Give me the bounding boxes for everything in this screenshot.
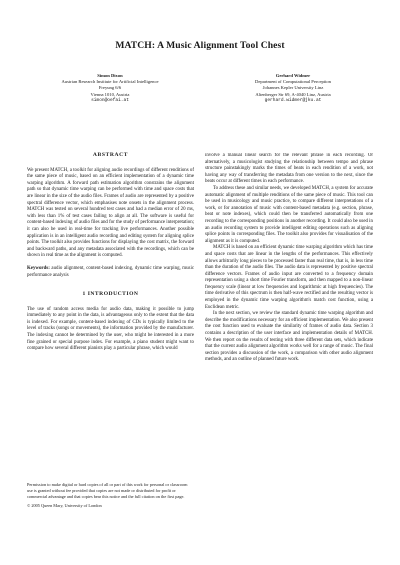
right-column — [205, 153, 373, 548]
abstract-heading: ABSTRACT — [92, 152, 129, 158]
keywords-label: Keywords: — [27, 265, 50, 271]
paper-title: MATCH: A Music Alignment Tool Chest — [115, 40, 285, 51]
author-name: Gerhard Widmer — [275, 73, 311, 78]
author-street: Freyung 6/6 — [98, 85, 122, 91]
author-affiliation: Department of Computational Perception — [255, 79, 331, 85]
keywords — [27, 266, 194, 279]
introduction-heading: 1 INTRODUCTION — [82, 291, 139, 298]
body-paragraph: MATCH is based on an efficient dynamic time warping algorithm which has time and space costs that are linear in the lengths of the performances. This effectively allows arbitrarily long pieces to be processed faster than real time, that is, in less time than the duration of the audio files. The audio data is represented by positive spectral difference vectors. Frames of audio input are converted to a frequency domain representation using a short time Fourier transform, and then mapped to a non-linear frequency scale (linear at low frequencies and logarithmic at high frequencies). The time derivative of this spectrum is then half-wave rectified and the resulting vector is employed in the dynamic time warping algorithm's match cost function, using a Euclidean metric. — [205, 245, 373, 310]
author-street: Johannes Kepler University Linz — [262, 85, 324, 91]
author-block-dixon — [20, 73, 200, 104]
body-paragraph: involve a manual linear search for the relevant phrase in each recording. Or alternatively, a musicologist studying the relationship between tempo and phrase structure painstakingly marks the times of beats in each rendition of a work, not having any way of transferring the metadata from one version to the next, since the beats occur at different times in each performance. — [205, 153, 373, 185]
author-name: Simon Dixon — [97, 73, 123, 78]
author-email[interactable]: gerhard.widmer@jku.at — [264, 97, 322, 103]
abstract-text: We present MATCH, a toolkit for aligning audio recordings of different renditions of the same piece of music, based on an efficient implementation of a dynamic time warping algorithm. A forward path estimation algorithm constrains the alignment path so that dynamic time warping can be performed with time and space costs that are linear in the size of the audio files. Frames of audio are represented by a positive spectral difference vector, which emphasises note onsets in the alignment process. MATCH was tested on several hundred test cases and had a median error of 20 ms, with less than 1% of test cases failing to align at all. The software is useful for content-based indexing of audio files and for the study of performance interpretation; it can also be used in real-time for tracking live performances. Another possible application is in an intelligent audio recording and editing system for aligning splice points. The toolkit also provides functions for displaying the cost matrix, the forward and backward paths, and any metadata associated with the recordings, which can be shown in real time as the alignment is computed. — [27, 167, 194, 259]
permission-notice: Permission to make digital or hard copies of all or part of this work for personal or classroom use is granted without fee provided that copies are not made or distributed for profit or commercial advantage and that copies bear this notice and the full citation on the first page. — [27, 482, 188, 499]
author-block-widmer — [203, 73, 383, 104]
footnote — [27, 482, 194, 509]
author-affiliation: Austrian Research Institute for Artificial Intelligence — [61, 79, 159, 85]
copyright-notice: © 2005 Queen Mary, University of London — [27, 502, 102, 508]
author-city: Altenberger Str 69, A-4040 Linz, Austria — [255, 91, 331, 97]
author-email[interactable]: simon@oefai.at — [91, 97, 129, 103]
author-city: Vienna 1010, Austria — [90, 91, 130, 97]
introduction-paragraph: The use of random access media for audio data, making it possible to jump immediately to any point in the data, is advantageous only to the extent that the data is indexed. For example, content-based indexing of CDs is typically limited to the level of tracks (songs or movements), the information provided by the manufacturer. The indexing cannot be determined by the user, who might be interested in a more fine grained or special purpose index. For example, a piano student might want to compare how several different pianists play a particular phrase, which would — [27, 306, 194, 352]
body-paragraph: To address these and similar needs, we developed MATCH, a system for accurate automatic alignment of multiple renditions of the same piece of music. This tool can be used in musicology and music practice, to compare different interpretations of a work, or for annotation of music with content-based metadata (e.g. section, phrase, beat or note indexes), which could then be transferred automatically from one recording to the corresponding positions in another recording. It could also be used in an audio recording system to provide intelligent editing operations such as aligning splice points in corresponding files. The toolkit also provides for visualisation of the alignment as it is computed. — [205, 185, 373, 244]
keywords-text: audio alignment, content-based indexing, dynamic time warping, music performance analysis — [27, 265, 194, 278]
body-paragraph: In the next section, we review the standard dynamic time warping algorithm and describe the modifications necessary for an efficient implementation. We also present the cost function used to evaluate the similarity of frames of audio data. Section 3 contains a description of the user interface and implementation details of MATCH. We then report on the results of testing with three different data sets, which indicate that the current audio alignment algorithm works well for a range of music. The final section provides a discussion of the work, a comparison with other audio alignment methods, and an outline of planned future work. — [205, 311, 373, 363]
